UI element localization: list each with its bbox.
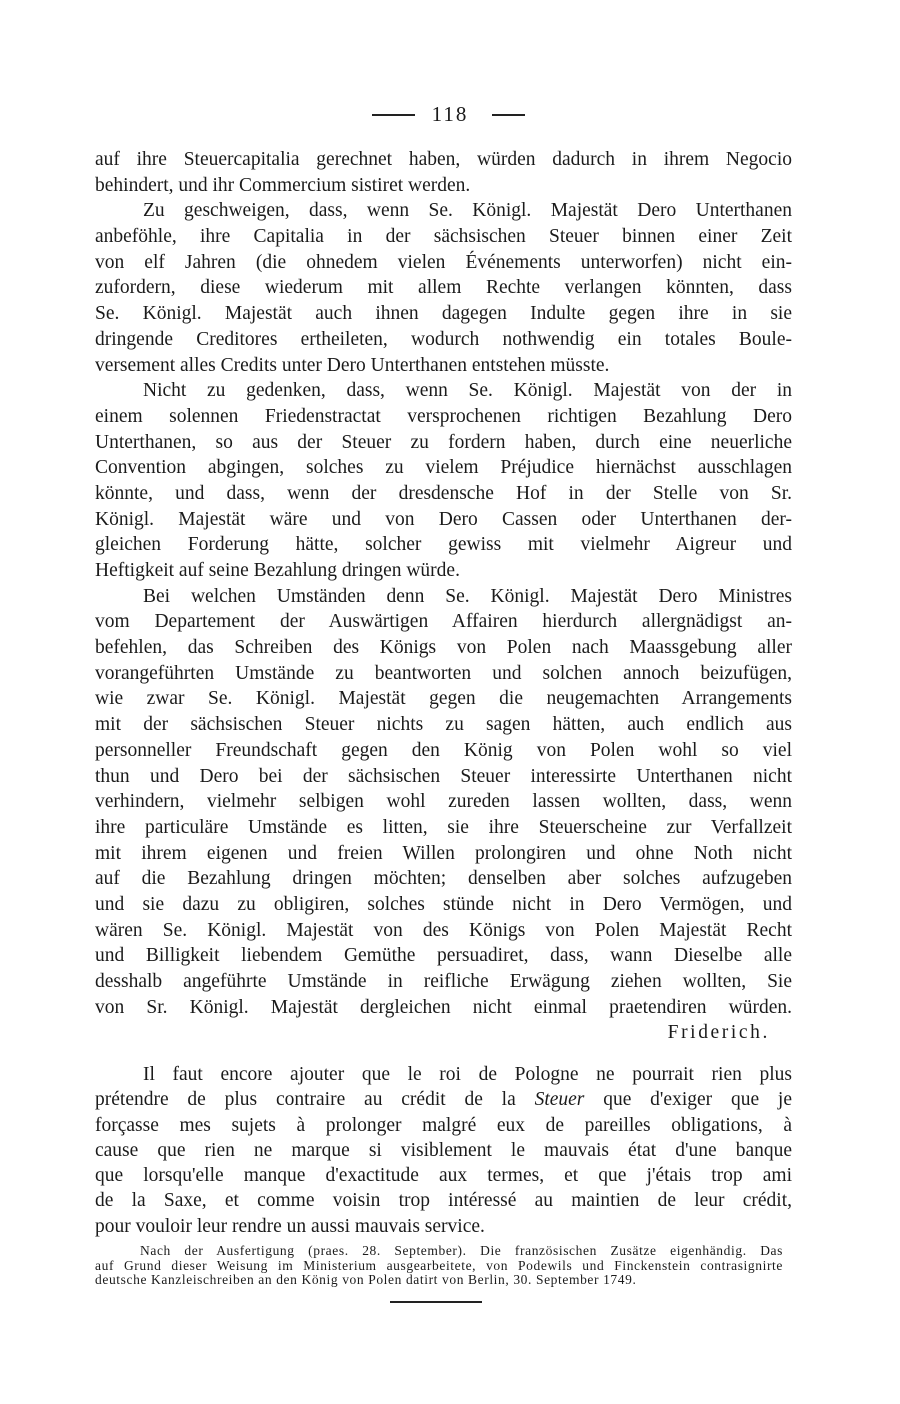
paragraph-nicht-zu-gedenken [95, 378, 792, 584]
text-segment: que d'exiger que je [584, 1089, 792, 1111]
text-line: de la Saxe, et comme voisin trop intéressé au maintien de leur crédit, [95, 1190, 792, 1212]
paragraph-zu-geschweigen [95, 198, 792, 378]
paragraph-continuation [95, 147, 792, 198]
text-line: pour vouloir leur rendre un aussi mauvais service. [95, 1215, 485, 1237]
text-line: von elf Jahren (die ohnedem vielen Événements unterworfen) nicht ein- [95, 251, 792, 273]
footnote-line: auf Grund dieser Weisung im Ministerium ausgearbeitete, von Podewils und Finckenstein contrasignirte [95, 1257, 783, 1273]
text-line: que lorsqu'elle manque d'exactitude aux termes, et que j'étais trop ami [95, 1165, 792, 1187]
text-line: auf ihre Steuercapitalia gerechnet haben, würden dadurch in ihrem Negocio [95, 149, 792, 170]
text-segment: prétendre de plus contraire au crédit de la [95, 1089, 535, 1111]
text-line: Convention abgingen, solches zu vielem Préjudice hiernächst ausschlagen [95, 457, 792, 479]
text-line: mit der sächsischen Steuer nichts zu sagen hätten, auch endlich aus [95, 714, 792, 736]
text-line: Zu geschweigen, dass, wenn Se. Königl. Majestät Dero Unterthanen [143, 200, 792, 222]
text-line: versement alles Credits unter Dero Unterthanen entstehen müsste. [95, 354, 610, 376]
text-line: Nicht zu gedenken, dass, wenn Se. Königl. Majestät von der in [143, 380, 792, 402]
text-line: befehlen, das Schreiben des Königs von Polen nach Maassgebung aller [95, 637, 792, 659]
text-line: einem solennen Friedenstractat versprochenen richtigen Bezahlung Dero [95, 405, 792, 427]
text-line: von Sr. Königl. Majestät dergleichen nicht einmal praetendiren würden. [95, 996, 792, 1018]
text-line: verhindern, vielmehr selbigen wohl zureden lassen wollten, dass, wenn [95, 791, 792, 813]
text-line: anbeföhle, ihre Capitalia in der sächsischen Steuer binnen einer Zeit [95, 226, 792, 248]
text-line: ihre particuläre Umstände es litten, sie ihre Steuerscheine zur Verfallzeit [95, 816, 792, 838]
text-line: vorangeführten Umstände zu beantworten und solchen annoch beizufügen, [95, 662, 792, 684]
text-line: vom Departement der Auswärtigen Affairen hierdurch allergnädigst an- [95, 611, 792, 633]
text-line: wie zwar Se. Königl. Majestät gegen die neugemachten Arrangements [95, 688, 792, 710]
text-line: wären Se. Königl. Majestät von des Königs von Polen Majestät Recht [95, 919, 792, 941]
end-separator-rule [390, 1301, 482, 1303]
text-line [95, 1087, 792, 1112]
footnote [95, 1244, 783, 1288]
text-line: auf die Bezahlung dringen möchten; denselben aber solches aufzugeben [95, 868, 792, 890]
text-line: mit ihrem eigenen und freien Willen prolongiren und ohne Noth nicht [95, 842, 792, 864]
paragraph-bei-welchen [95, 584, 792, 1021]
text-line: und sie dazu zu obligiren, solches stünde nicht in Dero Vermögen, und [95, 893, 792, 915]
signature: Friderich. [667, 1022, 770, 1044]
text-line: Unterthanen, so aus der Steuer zu fordern haben, durch eine neuerliche [95, 431, 792, 453]
page-number: 118 [431, 102, 469, 126]
text-line: forçasse mes sujets à prolonger malgré eux de pareilles obligations, à [95, 1114, 792, 1136]
french-postscript [95, 1062, 792, 1239]
header-dash-left [372, 114, 415, 116]
text-line: und Billigkeit liebendem Gemüthe persuadiret, dass, wann Dieselbe alle [95, 945, 792, 967]
text-line: könnte, und dass, wenn der dresdensche Hof in der Stelle von Sr. [95, 482, 792, 504]
text-line: thun und Dero bei der sächsischen Steuer interessirte Unterthanen nicht [95, 765, 792, 787]
text-line: Heftigkeit auf seine Bezahlung dringen würde. [95, 560, 460, 581]
text-line: zufordern, diese wiederum mit allem Rechte verlangen könnten, dass [95, 277, 792, 299]
text-line: Il faut encore ajouter que le roi de Pologne ne pourrait rien plus [143, 1064, 792, 1085]
text-line: dringende Creditores ertheileten, wodurch nothwendig ein totales Boule- [95, 328, 792, 350]
text-line: cause que rien ne marque si visiblement le mauvais état d'une banque [95, 1139, 792, 1161]
text-line: Bei welchen Umständen denn Se. Königl. Majestät Dero Ministres [143, 585, 792, 607]
italic-term: Steuer [534, 1089, 585, 1111]
header-dash-right [492, 114, 525, 116]
footnote-line: deutsche Kanzleischreiben an den König von Polen datirt von Berlin, 30. September 1749. [95, 1272, 637, 1287]
text-line: gleichen Forderung hätte, solcher gewiss mit vielmehr Aigreur und [95, 534, 792, 556]
text-line: desshalb angeführte Umstände in reifliche Erwägung ziehen wollten, Sie [95, 971, 792, 992]
page-header [0, 98, 900, 132]
text-line: Königl. Majestät wäre und von Dero Cassen oder Unterthanen der- [95, 508, 792, 530]
main-text [95, 147, 792, 1046]
footnote-line: Nach der Ausfertigung (praes. 28. September). Die französischen Zusätze eigenhändig. Das [140, 1243, 783, 1258]
text-line: personneller Freundschaft gegen den König von Polen wohl so viel [95, 739, 792, 761]
text-line: behindert, und ihr Commercium sistiret werden. [95, 174, 471, 196]
text-line: Se. Königl. Majestät auch ihnen dagegen Indulte gegen ihre in sie [95, 303, 792, 325]
